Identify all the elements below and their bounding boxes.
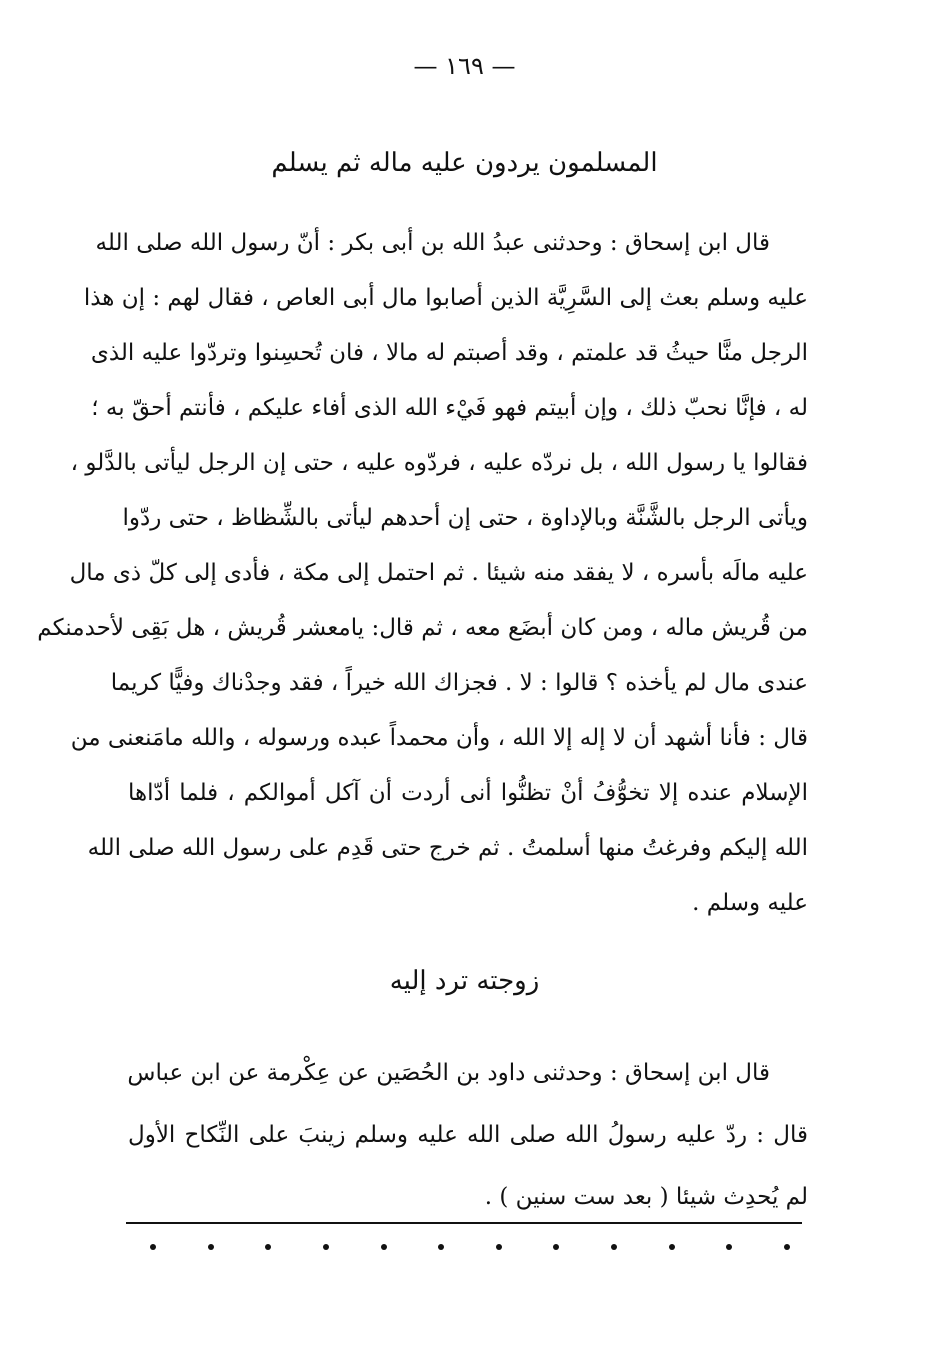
footer-dot-row [150, 1236, 790, 1250]
text-line: الرجل منَّا حيثُ قد علمتم ، وقد أصبتم له مالا ، فان تُحسِنوا وتردّوا عليه الذى [90, 340, 808, 366]
text-line: قال ابن إسحاق : وحدثنى داود بن الحُصَين عن عِكْرمة عن ابن عباس [127, 1060, 770, 1086]
footer-dot [726, 1244, 732, 1250]
text-line: عليه وسلم . [692, 890, 808, 916]
footer-dot [208, 1244, 214, 1250]
text-line: لم يُحدِث شيئا ( بعد ست سنين ) . [484, 1184, 808, 1210]
footer-dot [669, 1244, 675, 1250]
footer-dot [381, 1244, 387, 1250]
footer-dot [611, 1244, 617, 1250]
footer-dot [553, 1244, 559, 1250]
footer-dot [323, 1244, 329, 1250]
text-line: عليه وسلم بعث إلى السَّرِيَّة الذين أصابوا مال أبى العاص ، فقال لهم : إن هذا [83, 285, 808, 311]
text-line: الله إليكم وفرغتُ منها أسلمتُ . ثم خرج حتى قَدِم على رسول الله صلى الله [87, 835, 808, 861]
footer-dot [150, 1244, 156, 1250]
text-line: عليه مالَه بأسره ، لا يفقد منه شيئا . ثم احتمل إلى مكة ، فأدى إلى كلّ ذى مال [69, 560, 808, 586]
text-line: فقالوا يا رسول الله ، بل نردّه عليه ، فردّوه عليه ، حتى إن الرجل ليأتى بالدَّلو ، [70, 450, 808, 476]
text-line: قال : فأنا أشهد أن لا إله إلا الله ، وأن محمداً عبده ورسوله ، والله مامَنعنى من [70, 725, 808, 751]
text-line: الإسلام عنده إلا تخوُّفُ أنْ تظنُّوا أنى أردت أن آكل أموالكم ، فلما أدّاها [128, 780, 808, 806]
footer-dot [438, 1244, 444, 1250]
text-line: عندى مال لم يأخذه ؟ قالوا : لا . فجزاك الله خيراً ، فقد وجدْناك وفيًّا كريما [110, 670, 808, 696]
text-line: من قُريش ماله ، ومن كان أبضَع معه ، ثم قال: يامعشر قُريش ، هل بَقِى لأحدمنكم [37, 615, 808, 641]
text-line: قال : ردّ عليه رسولُ الله صلى الله عليه وسلم زينبَ على النِّكاح الأول [128, 1122, 808, 1148]
section-1-paragraph [37, 216, 808, 931]
section-2-paragraph [128, 1042, 808, 1228]
text-line: ويأتى الرجل بالشَّنَّة وبالإداوة ، حتى إن أحدهم ليأتى بالشِّظاظ ، حتى ردّوا [122, 505, 808, 531]
text-line: قال ابن إسحاق : وحدثنى عبدُ الله بن أبى بكر : أنّ رسول الله صلى الله [95, 230, 770, 256]
footer-rule [126, 1222, 802, 1224]
section-heading-2: زوجته ترد إليه [389, 966, 540, 996]
footer-dot [784, 1244, 790, 1250]
footer-dot [265, 1244, 271, 1250]
text-line: له ، فإنَّا نحبّ ذلك ، وإن أبيتم فهو فَيْء الله الذى أفاء عليكم ، فأنتم أحقّ به ؛ [91, 395, 808, 421]
section-heading-1: المسلمون يردون عليه ماله ثم يسلم [271, 148, 658, 178]
footer-dot [496, 1244, 502, 1250]
page-number: — ١٦٩ — [413, 52, 516, 80]
